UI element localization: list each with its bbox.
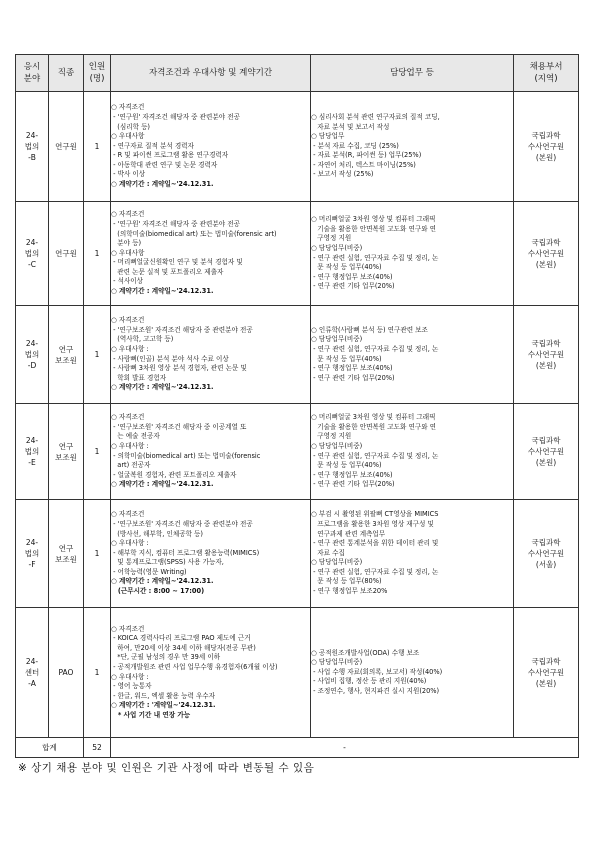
cell-text: 1 (94, 350, 100, 359)
condition-line: - 석사이상 (111, 277, 144, 286)
condition-line: 는 예술 전공자 (111, 432, 160, 441)
condition-line: ○ 우대사항 : (111, 672, 149, 681)
duty-line: - 연구 관련 실험, 연구자료 수집 및 정리, 논 (311, 253, 439, 262)
condition-line: 하여, 만20세 이상 34세 이하 해당자(전공 무관) (111, 643, 256, 652)
duty-line: 문 작성 등 업무(40%) (311, 263, 382, 272)
cell-text: 연구 보조원 (55, 543, 77, 564)
cell-duties (311, 404, 514, 500)
condition-line: 분야 등) (111, 239, 142, 248)
condition-line: (근무시간 : 8:00 ~ 17:00) (111, 587, 205, 596)
condition-line: ○ 계약기간 : '계약일~'24.12.31. (111, 701, 216, 710)
condition-line: - 해부학 지식, 컴퓨터 프로그램 활용능력(MIMICS) (111, 548, 260, 557)
duty-line: - 연구 행정업무 보조(40%) (311, 470, 393, 479)
condition-line: ○ 계약기간 : 계약일~'24.12.31. (111, 577, 214, 586)
cell-text: 24- 법의 -B (24, 131, 40, 162)
condition-line: ○ 우대사항 : (111, 441, 149, 450)
condition-line: 관련 논문 실적 및 포트폴리오 제출자 (111, 267, 224, 276)
cell-conditions (111, 404, 311, 500)
condition-line: ○ 계약기간 : 계약일~'24.12.31. (111, 383, 214, 392)
duty-line: 문 작성 등 업무(80%) (311, 577, 382, 586)
total-label: 합계 (16, 738, 84, 758)
cell-text: 연구 보조원 (55, 441, 77, 462)
condition-line: - 사람뼈 3차원 영상 분석 경험자, 관련 논문 및 (111, 364, 247, 373)
cell-text: 국립과학 수사연구원 (본원) (527, 436, 565, 467)
cell-conditions (111, 500, 311, 608)
cell-text: 24- 법의 -E (24, 436, 40, 467)
condition-line: (심리학 등) (111, 122, 151, 131)
condition-line: - 의학미술(biomedical art) 또는 법미술(forensic (111, 451, 261, 460)
cell-text: 1 (94, 249, 100, 258)
duty-line: - 자연어 처리, 텍스트 마이닝(25%) (311, 160, 416, 169)
duty-line: 연구과제 관련 계측업무 (311, 529, 386, 538)
cell-count (84, 404, 111, 500)
condition-line: - '연구보조원' 자격조건 해당자 중 관련분야 전공 (111, 325, 253, 334)
cell-count (84, 202, 111, 306)
condition-line: (방사선, 해부학, 인체공학 등) (111, 529, 203, 538)
header-field: 응시 분야 (16, 55, 49, 92)
header-conditions: 자격조건과 우대사항 및 계약기간 (111, 55, 311, 92)
condition-line: ○ 자격조건 (111, 624, 145, 633)
duty-line: ○ 머리뼈얼굴 3차원 영상 및 컴퓨터 그래픽 (311, 413, 436, 422)
duty-line: - 연구 관련 실험, 연구자료 수집 및 정리, 논 (311, 344, 439, 353)
cell-text: 국립과학 수사연구원 (본원) (527, 131, 565, 162)
duty-line: 구영정 지원 (311, 234, 352, 243)
duty-line: 기술을 활용한 안면복원 고도화 연구와 연 (311, 224, 437, 233)
cell-conditions (111, 202, 311, 306)
duty-line: ○ 담당업무 (311, 132, 345, 141)
cell-text: 24- 법의 -F (24, 538, 40, 569)
duty-line: 문 작성 등 업무(40%) (311, 461, 382, 470)
duty-line: - 연구 관련 기타 업무(20%) (311, 480, 395, 489)
duty-line: ○ 공적원조개발사업(ODA) 수행 보조 (311, 648, 420, 657)
cell-count (84, 306, 111, 404)
condition-line: - KOICA 경력사다리 프로그램 PAO 제도에 근거 (111, 634, 251, 643)
condition-line: - 한글, 워드, 엑셀 활용 능력 우수자 (111, 691, 216, 700)
condition-line: ○ 계약기간 : 계약일~'24.12.31. (111, 287, 214, 296)
cell-conditions (111, 92, 311, 202)
duty-line: - 사업비 집행, 정산 등 관리 지원(40%) (311, 677, 427, 686)
duty-line: 기술을 활용한 안면복원 고도화 연구와 연 (311, 422, 437, 431)
condition-line: ○ 자격조건 (111, 413, 145, 422)
condition-line: - '연구보조원' 자격조건 해당자 중 이공계열 또 (111, 422, 247, 431)
cell-job (49, 306, 84, 404)
table-row (16, 92, 579, 202)
duty-line: ○ 인류학(사람뼈 분석 등) 연구관련 보조 (311, 325, 428, 334)
total-row (16, 738, 579, 758)
condition-line: - 공적개발원조 관련 사업 업무수행 유경험자(6개월 이상) (111, 662, 278, 671)
table-row (16, 608, 579, 738)
duty-line: - 연구 관련 기타 업무(20%) (311, 282, 395, 291)
duty-line: - 조정연수, 행사, 현지파견 실시 지원(20%) (311, 686, 440, 695)
table-row (16, 306, 579, 404)
cell-text: 1 (94, 142, 100, 151)
condition-line: - 사람뼈(인골) 분석 분야 석사 수료 이상 (111, 354, 229, 363)
cell-department (514, 92, 579, 202)
cell-field (16, 306, 49, 404)
duty-line: - 연구 관련 기타 업무(20%) (311, 373, 395, 382)
cell-text: 연구 보조원 (55, 344, 77, 365)
duty-line: ○ 담당업무(비중) (311, 441, 363, 450)
cell-text: 연구원 (55, 249, 77, 258)
cell-text: 1 (94, 447, 100, 456)
cell-field (16, 404, 49, 500)
cell-department (514, 500, 579, 608)
cell-text: PAO (58, 668, 74, 677)
total-count: 52 (84, 738, 111, 758)
condition-line: - 얼굴복원 경험자, 관련 포트폴리오 제출자 (111, 470, 237, 479)
condition-line: - 아동학대 관련 연구 및 논문 경력자 (111, 160, 218, 169)
cell-job (49, 202, 84, 306)
cell-field (16, 202, 49, 306)
cell-count (84, 500, 111, 608)
duty-line: ○ 담당업무(비중) (311, 658, 363, 667)
duty-line: - 연구 관련 통계분석을 위한 데이터 관리 및 (311, 539, 439, 548)
table-row (16, 500, 579, 608)
condition-line: ○ 자격조건 (111, 510, 145, 519)
cell-text: 국립과학 수사연구원 (본원) (527, 657, 565, 688)
condition-line: ○ 계약기간 : 계약일~'24.12.31. (111, 180, 214, 189)
condition-line: * 사업 기간 내 연장 가능 (111, 710, 191, 719)
header-department: 채용부서 (지역) (514, 55, 579, 92)
footnote: ※ 상기 채용 분야 및 인원은 기관 사정에 따라 변동될 수 있음 (18, 762, 315, 774)
duty-line: ○ 부검 시 촬영된 위팔뼈 CT영상을 MIMICS (311, 510, 439, 519)
table-row (16, 404, 579, 500)
duty-line: - 연구 행정업무 보조(40%) (311, 272, 393, 281)
cell-job (49, 404, 84, 500)
condition-line: ○ 자격조건 (111, 316, 145, 325)
cell-duties (311, 500, 514, 608)
condition-line: 및 통계프로그램(SPSS) 사용 가능자, (111, 558, 224, 567)
duty-line: 자료 분석 및 보고서 작성 (311, 122, 390, 131)
condition-line: - 어학능력(영문 Writing) (111, 567, 187, 576)
duty-line: - 연구 행정업무 보조20% (311, 587, 388, 596)
duty-line: ○ 담당업무(비중) (311, 243, 363, 252)
cell-count (84, 608, 111, 738)
cell-conditions (111, 608, 311, 738)
cell-text: 1 (94, 668, 100, 677)
header-count: 인원 (명) (84, 55, 111, 92)
duty-line: ○ 담당업무(비중) (311, 335, 363, 344)
duty-line: ○ 머리뼈얼굴 3차원 영상 및 컴퓨터 그래픽 (311, 215, 436, 224)
duty-line: - 보고서 작성 (25%) (311, 170, 374, 179)
cell-department (514, 404, 579, 500)
cell-field (16, 92, 49, 202)
condition-line: - 연구자료 질적 분석 경력자 (111, 141, 194, 150)
cell-department (514, 202, 579, 306)
condition-line: - '연구원' 자격조건 해당자 중 관련분야 전공 (111, 219, 240, 228)
condition-line: - '연구보조원' 자격조건 해당자 중 관련분야 전공 (111, 519, 253, 528)
cell-text: 국립과학 수사연구원 (본원) (527, 339, 565, 370)
condition-line: ○ 우대사항 (111, 132, 145, 141)
header-job: 직종 (49, 55, 84, 92)
cell-job (49, 608, 84, 738)
condition-line: 학회 발표 경험자 (111, 373, 167, 382)
duty-line: 구영정 지원 (311, 432, 352, 441)
condition-line: - 박사 이상 (111, 170, 146, 179)
condition-line: (역사학, 고고학 등) (111, 335, 174, 344)
duty-line: - 분석 자료 수집, 코딩 (25%) (311, 141, 399, 150)
duty-line: - 연구 행정업무 보조(40%) (311, 364, 393, 373)
cell-text: 24- 법의 -C (24, 238, 40, 269)
condition-line: ○ 자격조건 (111, 210, 145, 219)
cell-conditions (111, 306, 311, 404)
cell-job (49, 500, 84, 608)
condition-line: - R 및 파이썬 프로그램 활용 연구경력자 (111, 151, 229, 160)
condition-line: (의학미술(biomedical art) 또는 법미술(forensic art) (111, 229, 277, 238)
cell-count (84, 92, 111, 202)
cell-text: 1 (94, 549, 100, 558)
cell-text: 24- 법의 -D (24, 339, 40, 370)
cell-job (49, 92, 84, 202)
cell-text: 국립과학 수사연구원 (본원) (527, 238, 565, 269)
cell-department (514, 608, 579, 738)
duty-line: - 사업 수행 자료(회의록, 보고서) 작성(40%) (311, 667, 443, 676)
cell-text: 24- 센터 -A (24, 657, 40, 688)
condition-line: - 머리뼈얼굴신원확인 연구 및 분석 경험자 및 (111, 258, 243, 267)
duty-line: 프로그램을 활용한 3차원 영상 재구성 및 (311, 519, 434, 528)
cell-department (514, 306, 579, 404)
condition-line: ○ 우대사항 (111, 248, 145, 257)
condition-line: - '연구원' 자격조건 해당자 중 관련분야 전공 (111, 112, 240, 121)
cell-field (16, 500, 49, 608)
condition-line: - 영어 능통자 (111, 682, 152, 691)
total-rest: - (111, 738, 579, 758)
condition-line: ○ 우대사항 : (111, 344, 149, 353)
cell-text: 국립과학 수사연구원 (서울) (527, 538, 565, 569)
cell-duties (311, 92, 514, 202)
cell-duties (311, 202, 514, 306)
condition-line: ○ 우대사항 : (111, 539, 149, 548)
condition-line: ○ 계약기간 : 계약일~'24.12.31. (111, 480, 214, 489)
cell-field (16, 608, 49, 738)
duty-line: ○ 담당업무(비중) (311, 558, 363, 567)
cell-text: 연구원 (55, 142, 77, 151)
recruitment-table (15, 54, 579, 758)
condition-line: ○ 자격조건 (111, 103, 145, 112)
cell-duties (311, 608, 514, 738)
table-header-row (16, 55, 579, 92)
duty-line: - 연구 관련 실험, 연구자료 수집 및 정리, 논 (311, 451, 439, 460)
duty-line: - 연구 관련 실험, 연구자료 수집 및 정리, 논 (311, 567, 439, 576)
duty-line: ○ 심리사회 분석 관련 연구자료의 질적 코딩, (311, 112, 440, 121)
table-row (16, 202, 579, 306)
cell-duties (311, 306, 514, 404)
duty-line: - 자료 분석(R, 파이썬 등) 업무(25%) (311, 151, 422, 160)
duty-line: 문 작성 등 업무(40%) (311, 354, 382, 363)
condition-line: art) 전공자 (111, 461, 151, 470)
duty-line: 자료 수집 (311, 548, 345, 557)
header-duties: 담당업무 등 (311, 55, 514, 92)
condition-line: *단, 군필 남성의 경우 만 39세 이하 (111, 653, 221, 662)
